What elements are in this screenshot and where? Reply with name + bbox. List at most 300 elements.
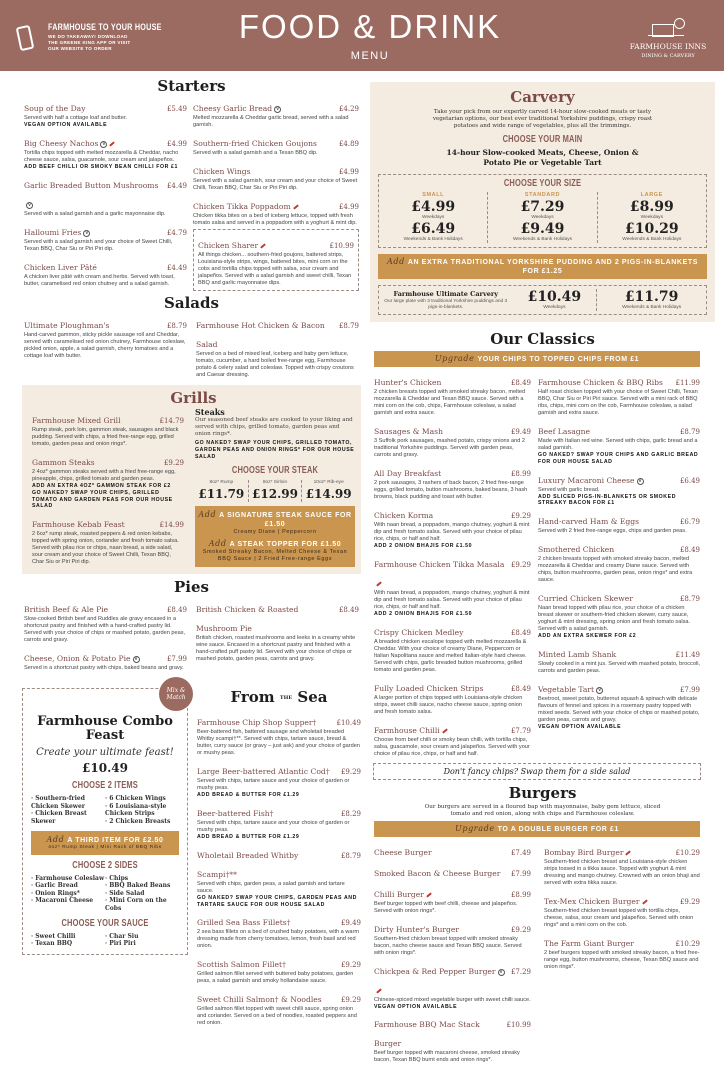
carvery-size-large [598,192,706,243]
item-price: £6.49 [679,476,700,485]
item-name: Beer-battered Fish† [197,808,274,818]
item-extra: GO NAKED? SWAP YOUR CHIPS, GARDEN PEAS AND TARTARE SAUCE FOR OUR HOUSE SALAD [197,894,357,908]
weekend-note: Weekends & Bank Holidays [512,237,573,242]
menu-item-all-day-breakfast [374,461,531,501]
carvery-size-standard [488,192,597,243]
choose-sauce-heading: CHOOSE YOUR SAUCE [61,917,149,929]
menu-item-wholetail-breaded-whitby-scampi [197,843,361,909]
item-name-wrap [374,370,441,389]
item-description: Half roast chicken topped with your choice of Sweet Chilli, Texan BBQ, Char Siu or Piri Piri sauce. Served with a mini rack of BBQ ribs, chips, mini corn on the cob, Farmhouse coleslaw, a salad garnish and extra sauce. [538,389,698,416]
item-price: £8.79 [679,428,700,436]
item-name-wrap [538,509,639,528]
phone-icon [16,25,35,51]
item-name-wrap [24,597,108,616]
menu-item-sweet-chilli-salmon-noodles [197,987,361,1027]
item-price: £7.99 [510,869,531,878]
header-banner [0,0,724,71]
item-description: Beef burger topped with macaroni cheese, smoked streaky bacon, Texan BBQ burnt ends and onion rings*. [374,1050,520,1064]
sea-heading-sea: Sea [297,688,328,707]
chilli-icon [626,850,632,855]
item-name-wrap [374,552,507,590]
grills-panel [22,385,361,574]
item-description: Hand-carved gammon, sticky pickle sausage roll and Cheddar, served with caramelised red onion chutney, Farmhouse coleslaw, pickled onion, apple, a salad garnish, cherry tomatoes and a cottage loaf with butter. [24,332,186,359]
item-name-wrap [197,987,322,1006]
item-name-wrap [24,173,163,211]
upgrade-script: Upgrade [434,354,475,363]
item-name: Bombay Bird Burger [544,847,624,857]
salads-left [24,313,187,362]
menu-item-grilled-sea-bass-fillets [197,910,361,950]
menu-item-chicken-korma [374,503,531,550]
carvery-main-text: 14-hour Slow-cooked Meats, Cheese, Onion & Potato Pie or Vegetable Tart [446,148,639,167]
add-script: Add [46,834,65,844]
item-name: Chicken Sharer [198,241,259,250]
combo-title: Farmhouse Combo Feast [37,714,173,744]
combo-sides-right [105,875,179,913]
item-price: £8.49 [510,379,531,387]
third-item-options: 4oz* Rump Steak | Mini Rack of BBQ Ribs [48,844,162,850]
weekday-note: Weekdays [531,215,554,220]
item-name-wrap [24,220,90,239]
salads-grid [22,313,361,381]
item-price: £7.99 [166,655,187,664]
item-name-wrap [193,131,317,150]
item-name: Cheesy Garlic Bread [193,104,273,113]
pies-grid [22,597,361,674]
chilli-icon [293,204,299,209]
item-name-wrap [193,159,251,178]
right-column [370,82,715,1066]
item-name: Farmhouse Chicken & BBQ Ribs [538,378,663,387]
item-description: 2 pork sausages, 3 rashers of back bacon, 2 fried free-range eggs, grilled tomato, button mushrooms, baked beans, 3 hash browns, black pudding and toast with butter. [374,480,528,500]
item-name: Chicken Tikka Poppadom [193,202,291,211]
item-extra: ADD BREAD & BUTTER FOR £1.29 [197,792,300,799]
item-name: Smothered Chicken [538,545,615,555]
option-item: · Piri Piri [105,940,179,948]
steaks-title: Steaks [195,407,225,417]
item-price: £4.99 [166,139,187,148]
steak-option-price: £11.79 [198,487,245,502]
choose-items-heading: CHOOSE 2 ITEMS [72,780,138,792]
vegetarian-icon: v [596,687,603,694]
item-description: 3 Suffolk pork sausages, mashed potato, crispy onions and 2 traditional Yorkshire puddings. Served with garden peas, carrots and gravy. [374,438,526,458]
item-description: With naan bread, a poppadom, mango chutney, yoghurt & mint dip and fresh tomato salsa. Served with your choice of pilau rice, chips, or half and half. [374,589,530,610]
item-description: Beef burger topped with beef chilli, cheese and jalapeños. Served with onion rings*. [374,900,518,914]
ultimate-weekend-price: £11.79 [624,289,679,305]
item-name-wrap [32,512,125,531]
burgers-heading: Burgers [508,783,577,802]
item-description: All things chicken... southern-fried goujons, battered strips, Louisiana-style strips, wings, battered bites, mini corn on the cobs and tortilla chips topped with salsa, sour cream and jalapeños. Served with a salad garnish and sweet chilli, Texan BBQ and garlic mayonnaise dips. [198,252,352,286]
option-item: · BBQ Baked Beans [105,882,179,890]
item-description: Served with half a cottage loaf and butter. [24,115,127,121]
item-price: £6.79 [679,518,700,527]
menu-item-chicken-liver-p-t [24,255,187,288]
menu-item-halloumi-fries [24,220,187,253]
item-description: Chicken tikka bites on a bed of iceberg lettuce, topped with fresh tomato salsa and served in a poppadom with a yoghurt & mint dip. [193,213,357,226]
item-price: £9.29 [510,925,531,934]
item-name-wrap [538,370,663,389]
item-name: Big Cheesy Nachos [24,138,99,148]
item-extra: ADD AN EXTRA SKEWER FOR £2 [538,633,637,640]
menu-item-smoked-bacon-cheese-burger [374,861,531,880]
page-subtitle: MENU [350,50,390,62]
item-description: With naan bread, a poppadom, mango chutney, yoghurt & mint dip and fresh tomato salsa. Served with your choice of pilau rice, chips, or half and half. [374,522,530,542]
item-price: £7.49 [510,848,531,857]
option-item: · Chicken Breast Skewer [31,810,105,825]
pies-right [196,597,359,665]
item-name: Crispy Chicken Medley [374,627,464,637]
item-name: Smoked Bacon & Cheese Burger [374,868,501,878]
item-name-wrap [544,889,648,908]
starters-grid [22,96,361,291]
choose-size-heading: CHOOSE YOUR SIZE [503,178,582,189]
mix-match-badge: Mix & Match [159,677,193,711]
item-description: Chinese-spiced mixed vegetable burger with sweet chilli sauce. [374,996,531,1003]
item-description: Beer-battered fish, battered sausage and wholetail breaded Whitby scampi†**. Served with chips, tartare sauce, bread & butter, curry sauce (or gravy – just ask) and your choice of garden or mushy peas. [197,729,360,757]
chicken-sharer-box [193,229,359,291]
combo-sauce-right [105,933,179,948]
item-name-wrap [374,419,443,438]
combo-sides [31,875,179,913]
item-name-wrap [193,96,281,115]
grills-left [32,408,184,568]
item-description: Beetroot, sweet potato, butternut squash & spinach with delicate flavours of fennel and spices in a rosemary pastry topped with mixed seeds. Served with your choice of chips or mashed potato, garden peas, carrots and gravy. [538,695,700,723]
steak-option [195,480,249,502]
steaks-desc: Our seasoned beef steaks are cooked to your liking and served with chips, grilled tomato, garden peas and onion rings*. [195,417,353,437]
menu-item-chilli-burger [374,882,531,915]
item-price: £8.49 [679,546,700,555]
bottom-row [22,688,361,1029]
item-price: £7.29 [510,967,531,976]
item-extra: ADD AN EXTRA 4OZ* GAMMON STEAK FOR £2 [32,483,171,489]
item-description: Tortilla chips topped with melted mozzarella & Cheddar, nacho cheese sauce, salsa, guacamole, sour cream and jalapeños. [24,149,179,163]
item-description: 2 beef burgers topped with smoked streaky bacon, a fried free-range egg, button mushrooms, cheese, Texan BBQ sauce and onion rings*. [544,949,700,970]
menu-item-farmhouse-kebab-feast [32,512,184,566]
upgrade-script: Upgrade [455,823,495,833]
item-description: Slow-cooked British beef and Ruddles ale gravy encased in a shortcrust pastry and finished with a hand-crafted pastry lid. Served with your choice of chips or mashed potato, garden peas, carrots and gravy. [24,616,186,644]
item-name-wrap [538,586,633,605]
steak-option-label: 8oz* Rump [209,480,234,486]
item-name-wrap [374,917,459,936]
option-item: · 6 Louisiana-style Chicken Strips [105,803,179,818]
item-name-wrap [197,759,330,778]
item-name: Sausages & Mash [374,427,443,436]
option-item: · Sweet Chilli [31,933,105,941]
item-price: £4.89 [338,140,359,148]
menu-item-chicken-wings [193,159,359,192]
farmhouse-logo-icon [648,18,684,36]
item-name: Farmhouse Chilli [374,725,440,735]
menu-item-garlic-breaded-button-mushrooms [24,173,187,218]
menu-item-scottish-salmon-fillet [197,952,361,985]
item-description: British chicken, roasted mushrooms and leeks in a creamy white wine sauce. Encased in a shortcrust pastry and finished with a hand-crafted puff pastry lid. Served with your choice of chips or mashed potato, garden peas, carrots and gravy. [196,635,356,663]
item-name: Grilled Sea Bass Fillets† [197,918,291,928]
item-name: Dirty Hunter's Burger [374,924,459,934]
vegetarian-icon: v [83,230,90,237]
item-name-wrap [374,718,448,737]
third-item-banner [31,831,179,855]
menu-item-british-chicken-roasted-mushroom-pie [196,597,359,663]
double-burger-text: TO A DOUBLE BURGER FOR £1 [497,825,619,833]
choose-steak-heading: CHOOSE YOUR STEAK [231,465,319,477]
salads-heading: Salads [164,294,219,312]
size-label: STANDARD [524,192,561,198]
vegetarian-icon: v [26,202,33,209]
combo-items-right [105,795,179,825]
ultimate-weekend-note: Weekends & Bank Holidays [622,305,682,310]
ultimate-carvery-desc: Our large plate with 3 traditional Yorkshire puddings and 3 pigs-in-blankets. [384,298,508,310]
item-name: Farmhouse Chicken Tikka Masala [374,559,505,569]
menu-item-sausages-mash [374,419,531,459]
chilli-icon [109,141,115,146]
size-label: LARGE [640,192,663,198]
item-name: Halloumi Fries [24,227,82,237]
item-price: £8.79 [338,322,359,330]
item-description: Grilled salmon fillet served with buttered baby potatoes, garden peas, a salad garnish and smoky hollandaise sauce. [197,971,354,985]
menu-item-curried-chicken-skewer [538,586,700,640]
item-name-wrap [24,255,97,274]
item-name: Luxury Macaroni Cheese [538,475,635,485]
menu-item-farmhouse-bbq-mac-stack-burger [374,1012,531,1064]
item-name: Gammon Steaks [32,458,95,467]
item-price: £4.49 [166,181,187,190]
item-description: Served with a salad garnish, sour cream and your choice of Sweet Chilli, Texan BBQ, Char Siu or Piri Piri dip. [193,178,358,191]
menu-item-farmhouse-chicken-bbq-ribs [538,370,700,417]
item-description: 2 chicken breasts topped with smoked streaky bacon, melted mozzarella & Cheddar and creamy Diane sauce. Served with chips, button mushrooms, garden peas, onion rings* and extra sauce. [538,556,693,584]
carvery-size-options [379,192,706,243]
item-name-wrap [374,882,432,901]
item-description: Melted mozzarella & Cheddar garlic bread, served with a salad garnish. [193,115,349,128]
item-name: Garlic Breaded Button Mushrooms [24,180,159,190]
item-description: A larger portion of chips topped with Louisiana-style chicken strips, sweet chilli sauce, nacho cheese sauce, spring onion and fresh tomato salsa. [374,694,523,715]
steaks-go-naked: GO NAKED? SWAP YOUR CHIPS, GRILLED TOMATO, GARDEN PEAS AND ONION RINGS* FOR OUR HOUSE SALAD [195,440,355,460]
ultimate-weekday-note: Weekdays [543,305,566,310]
item-name: Sweet Chilli Salmon† & Noodles [197,995,322,1005]
steak-option-label: 10oz* Rib-eye [313,480,344,486]
classics-left [374,370,531,760]
menu-item-fully-loaded-chicken-strips [374,676,531,716]
item-description: 2 4oz* gammon steaks served with a fried free-range egg, pineapple, chips, grilled tomato and garden peas. [32,469,176,482]
option-item: · 2 Chicken Breasts [105,818,179,826]
item-description: Served with chips, tartare sauce and your choice of garden or mushy peas. [197,819,350,833]
menu-item-farmhouse-chicken-tikka-masala [374,552,531,618]
weekday-note: Weekdays [640,215,663,220]
item-name-wrap [374,503,433,522]
item-price: £9.29 [163,459,184,467]
sea-list [197,710,361,1027]
item-name: The Farm Giant Burger [544,938,634,948]
steak-addons-box [195,506,355,567]
item-extra: ADD SLICED PIGS-IN-BLANKETS OR SMOKED STREAKY BACON FOR £1 [538,493,677,507]
double-burger-banner [374,821,700,837]
item-name-wrap [196,597,335,635]
steak-option [302,480,355,502]
item-price: £11.49 [675,650,700,659]
topper-options: Smoked Streaky Bacon, Melted Cheese & Texan BBQ Sauce | 2 Fried Free-range Eggs [202,549,348,563]
item-name: Vegetable Tart [538,684,595,694]
vegetarian-icon: v [274,106,281,113]
item-extra: ADD 2 ONION BHAJIS FOR £1.50 [374,543,473,549]
menu-item-dirty-hunter-s-burger [374,917,531,957]
menu-item-farmhouse-hot-chicken-bacon-salad [196,313,359,379]
weekend-price: £6.49 [411,221,456,237]
item-name: Farmhouse Mixed Grill [32,416,121,425]
weekend-price: £9.49 [520,221,565,237]
menu-item-ultimate-ploughman-s [24,313,187,360]
menu-item-tex-mex-chicken-burger [544,889,700,929]
item-name-wrap [197,910,291,929]
carvery-intro: Take your pick from our expertly carved 14-hour slow-cooked meats or tasty vegetarian options, our best ever traditional Yorkshire puddings, crispy roast potatoes and wide range of vegetables, plus all the trimmings. [432,109,653,129]
add-script: Add [208,539,227,549]
ultimate-carvery-info [379,290,513,311]
option-item: · Texan BBQ [31,940,105,948]
menu-item-british-beef-ale-pie [24,597,187,644]
item-price: £7.99 [679,685,700,694]
item-price: £8.79 [679,595,700,604]
item-name: Hunter's Chicken [374,378,442,387]
carvery-addon-text: AN EXTRA TRADITIONAL YORKSHIRE PUDDING AND 2 PIGS-IN-BLANKETS FOR £1.25 [407,259,698,275]
vegetarian-icon: v [133,656,140,663]
item-name: Ultimate Ploughman's [24,321,110,330]
item-name-wrap [544,840,631,859]
menu-item-beef-lasagne [538,419,700,466]
option-item: · Macaroni Cheese [31,897,105,905]
steak-option-price: £14.99 [305,487,352,502]
option-item: · Southern-fried Chicken Skewer [31,795,105,810]
weekday-price: £4.99 [411,199,456,215]
item-name-wrap [193,194,299,213]
item-price: £9.29 [340,961,361,970]
steak-option-price: £12.99 [252,487,298,502]
menu-item-minted-lamb-shank [538,642,700,675]
weekend-price: £10.29 [625,221,679,237]
item-description: Made with Italian red wine. Served with chips, garlic bread and a salad garnish. [538,438,698,451]
sea-heading [197,688,361,708]
combo-sauce-left [31,933,105,948]
item-name-wrap [374,861,500,880]
item-name: Farmhouse Hot Chicken & Bacon Salad [196,321,325,349]
item-extra: VEGAN OPTION AVAILABLE [24,122,108,128]
item-name: British Chicken & Roasted Mushroom Pie [196,605,299,634]
menu-item-farmhouse-chip-shop-supper [197,710,361,757]
item-name-wrap [24,313,109,332]
menu-item-big-cheesy-nachos [24,131,187,171]
brand-name: FARMHOUSE INNS [629,42,707,51]
menu-item-large-beer-battered-atlantic-cod [197,759,361,799]
menu-item-chicken-tikka-poppadom [193,194,359,227]
item-name-wrap [24,96,86,115]
chilli-icon [642,899,648,904]
item-price: £10.49 [336,719,361,728]
item-name: Farmhouse Kebab Feast [32,520,125,530]
menu-item-hand-carved-ham-eggs [538,509,700,535]
menu-item-crispy-chicken-medley [374,620,531,674]
option-item: · Garlic Bread [31,882,105,890]
pies-heading: Pies [174,578,209,597]
carvery-addon-banner [378,254,707,279]
chilli-icon [376,988,382,993]
item-description: Served with 2 fried free-range eggs, chips and garden peas. [538,528,687,535]
option-item: · Onion Rings* [31,890,105,898]
item-extra: GO NAKED? SWAP YOUR CHIPS, GRILLED TOMATO AND GARDEN PEAS FOR OUR HOUSE SALAD [32,489,173,510]
option-item: · Char Siu [105,933,179,941]
item-price: £9.29 [340,768,361,777]
item-price: £8.99 [510,470,531,478]
item-name: Fully Loaded Chicken Strips [374,683,484,693]
item-name: Chilli Burger [374,889,424,899]
menu-item-cheese-onion-potato-pie [24,646,187,672]
item-extra: ADD 2 ONION BHAJIS FOR £1.50 [374,610,473,617]
item-name-wrap [374,840,432,859]
menu-item-farmhouse-chilli [374,718,531,758]
item-description: Served with chips, tartare sauce and your choice of garden or mushy peas. [197,778,350,792]
weekday-price: £8.99 [629,199,674,215]
item-description: Grilled salmon fillet topped with sweet chilli sauce, spring onion and coriander. Served on a bed of noodles, roasted peppers and red onion. [197,1006,357,1027]
menu-item-farmhouse-mixed-grill [32,408,184,448]
add-script: Add [198,510,217,520]
option-item: · 6 Chicken Wings [105,795,179,803]
item-price: £4.29 [338,105,359,113]
item-name: Farmhouse Chip Shop Supper† [197,718,317,728]
steak-option-label: 8oz* Sirloin [262,480,288,486]
item-name-wrap [374,1012,503,1050]
item-name: Hand-carved Ham & Eggs [538,517,640,527]
item-name-wrap [538,642,616,661]
item-price: £11.99 [675,379,700,387]
item-name-wrap [538,677,603,696]
item-name: Soup of the Day [24,104,86,113]
item-name: Tex-Mex Chicken Burger [544,896,640,906]
menu-item-chicken-sharer [198,233,354,287]
sea-heading-from: From [230,688,275,707]
carvery-panel [370,82,715,322]
item-price: £14.99 [159,521,184,530]
combo-items [31,795,179,825]
size-label: SMALL [422,192,445,198]
item-description: Slowly cooked in a mint jus. Served with mashed potato, broccoli, carrots and garden peas. [538,660,700,674]
item-price: £8.79 [340,851,361,860]
item-name: Chicken Liver Pâté [24,262,97,272]
item-price: £8.79 [166,322,187,330]
item-name-wrap [24,646,140,665]
choose-sides-heading: CHOOSE 2 SIDES [72,859,138,871]
item-description: Served with a salad garnish and your choice of Sweet Chilli, Texan BBQ, Char Siu or Piri Piri dip. [24,238,173,252]
combo-sides-left [31,875,105,913]
menu-item-luxury-macaroni-cheese [538,468,700,508]
item-name-wrap [32,450,95,469]
item-description: Served with a salad garnish and a Texan BBQ dip. [193,150,318,156]
topped-chips-banner [374,351,700,367]
ultimate-weekend [597,289,706,311]
item-price: £9.29 [340,996,361,1005]
option-item: · Chips [105,875,179,883]
menu-item-beer-battered-fish [197,801,361,841]
item-price: £10.99 [329,242,354,250]
steak-option [249,480,303,502]
item-description: 2 6oz* rump steak, roasted peppers & red onion kebabs, topped with spring onion, coriander and fresh tomato salsa. Served with pilau rice or chips, naan bread, a side salad, sour cream and your choice of Sweet Chilli, Texan BBQ, Char Siu or Piri Piri dip. [32,531,179,566]
menu-item-gammon-steaks [32,450,184,510]
page-title: FOOD & DRINK [238,8,502,45]
item-name-wrap [197,710,316,729]
item-description: Southern-fried chicken breast topped with tortilla chips, cheese, salsa, sour cream and jalapeños. Served with onion rings* and a mini corn on the cob. [544,907,694,928]
chilli-icon [376,581,382,586]
grills-grid [32,408,355,568]
item-price: £10.29 [675,939,700,948]
option-item: · Side Salad [105,890,179,898]
steak-options [195,480,355,502]
item-description: A chicken liver pâté with cream and herbs. Served with toast, butter, caramelised red onion chutney and a salad garnish. [24,273,175,287]
item-extra: VEGAN OPTION AVAILABLE [538,723,622,730]
